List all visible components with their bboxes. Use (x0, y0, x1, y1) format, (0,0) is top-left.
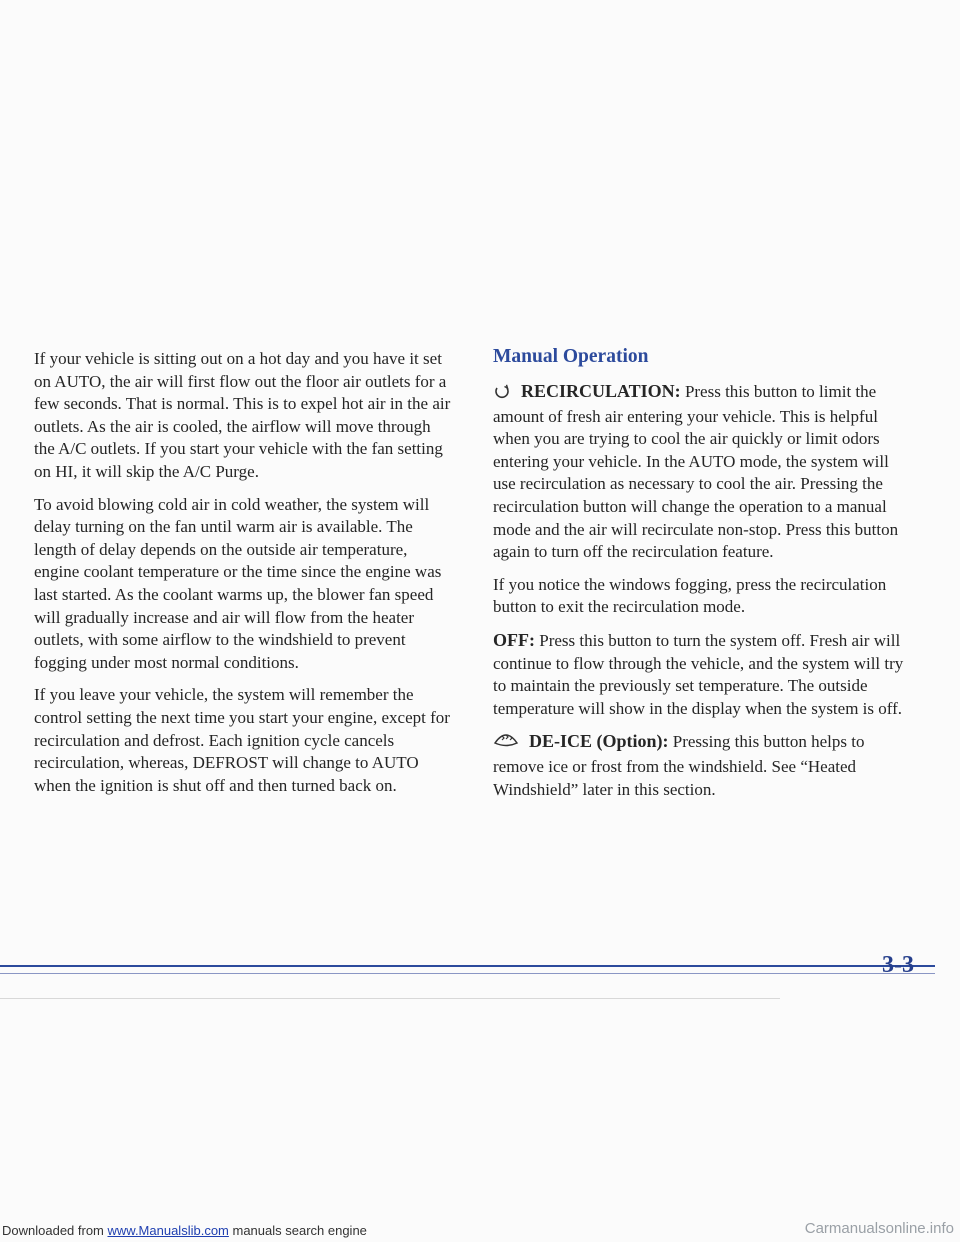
footer-rule-faint (0, 998, 780, 999)
recirculation-text: Press this button to limit the amount of fresh air entering your vehicle. This is helpful when you are trying to cool the air quickly or limit odors entering your vehicle. In the AUTO mode, the system will use recirculation as necessary to cool the air. Pressing the recirculation button will change the operation to a manual mode and the air will recirculate non-stop. Press this button again to turn off the recirculation feature. (493, 382, 899, 562)
recirculation-paragraph (493, 380, 913, 564)
off-paragraph (493, 629, 913, 720)
off-text: Press this button to turn the system off. Fresh air will continue to flow through the vehicle, and the system will try to maintain the previously set temperature. The outside temperature will show in the display when the system is off. (493, 630, 904, 718)
watermark-prefix: Downloaded from (2, 1223, 108, 1238)
deice-paragraph (493, 730, 913, 801)
footer-rule (0, 965, 935, 967)
paragraph-memory: If you leave your vehicle, the system will remember the control setting the next time you start your engine, except for recirculation and defrost. Each ignition cycle cancels recirculation, whereas, DEFROST will change to AUTO when the ignition is shut off and then turned back on. (34, 685, 450, 795)
left-column (34, 348, 454, 807)
section-heading-manual-operation: Manual Operation (493, 346, 649, 367)
footer-rule-thin (0, 973, 935, 974)
de-ice-icon (493, 731, 519, 756)
site-watermark: Carmanualsonline.info (804, 1220, 954, 1237)
off-term: OFF: (493, 629, 535, 650)
recirculation-term: RECIRCULATION: (521, 381, 681, 401)
paragraph-cold-weather: To avoid blowing cold air in cold weather, the system will delay turning on the fan until warm air is available. The length of delay depends on the outside air temperature, engine coolant temperature or the time since the engine was last started. As the coolant warms up, the blower fan speed will gradually increase and air will flow from the heater outlets, with some airflow to the windshield to prevent fogging under most normal conditions. (34, 494, 442, 672)
download-watermark (2, 1223, 367, 1238)
deice-text: Pressing this button helps to remove ice or frost from the windshield. See “Heated Windshield” later in this section. (493, 732, 865, 799)
deice-term: DE-ICE (Option): (529, 731, 669, 752)
page-number: 3-3 (882, 952, 914, 978)
fogging-paragraph: If you notice the windows fogging, press the recirculation button to exit the recirculation mode. (493, 574, 887, 617)
watermark-suffix: manuals search engine (228, 1223, 367, 1238)
manualslib-link[interactable]: www.Manualslib.com (107, 1223, 229, 1238)
right-column (493, 344, 913, 811)
recirculation-icon (493, 383, 511, 406)
paragraph-auto-purge: If your vehicle is sitting out on a hot day and you have it set on AUTO, the air will first flow out the floor air outlets for a few seconds. That is normal. This is to expel hot air in the air outlets. As the air is cooled, the airflow will move through the A/C outlets. If you start your vehicle with the fan setting on HI, it will skip the A/C Purge. (34, 349, 451, 481)
